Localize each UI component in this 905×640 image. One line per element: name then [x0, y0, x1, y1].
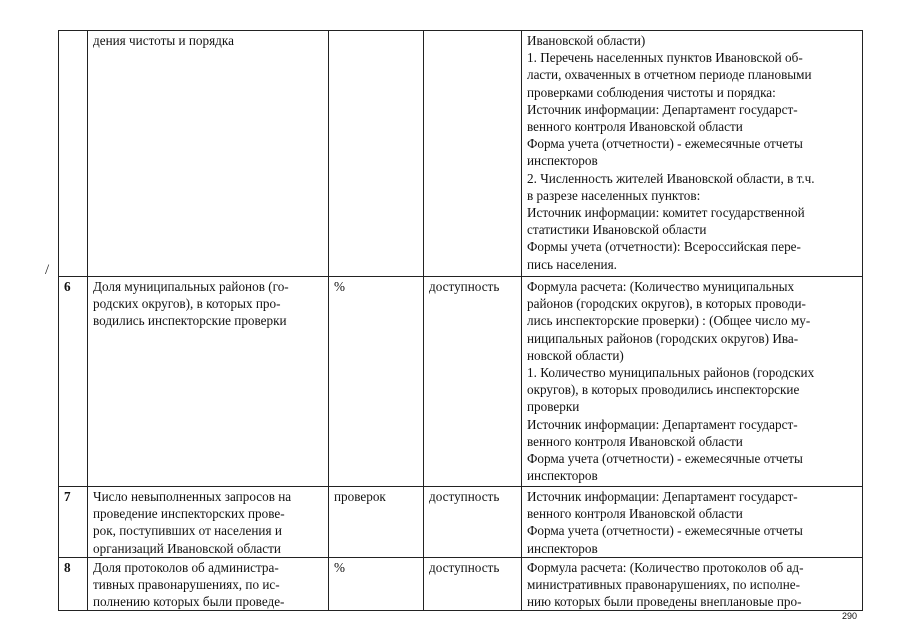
characteristic-cell: доступность — [424, 277, 522, 487]
row-number: 6 — [59, 277, 88, 487]
table-row — [59, 31, 863, 277]
unit-cell — [329, 31, 424, 277]
indicator-name: дения чистоты и порядка — [88, 31, 329, 277]
characteristic-cell: доступность — [424, 487, 522, 558]
unit-cell: проверок — [329, 487, 424, 558]
table-row — [59, 277, 863, 487]
unit-cell: % — [329, 277, 424, 487]
indicator-name: Доля муниципальных районов (го- родских округов), в которых про- водились инспекторские проверки — [88, 277, 329, 487]
method-cell: Источник информации: Департамент государст- венного контроля Ивановской области Форма учета (отчетности) - ежемесячные отчеты инспекторов — [522, 487, 863, 558]
characteristic-cell: доступность — [424, 557, 522, 611]
page-number: 290 — [842, 611, 858, 621]
row-number — [59, 31, 88, 277]
row-number: 8 — [59, 557, 88, 611]
table-row — [59, 557, 863, 611]
method-cell: Формула расчета: (Количество протоколов об ад- министративных правонарушениях, по исполне- нию которых были проведены внеплановые про- — [522, 557, 863, 611]
unit-cell: % — [329, 557, 424, 611]
characteristic-cell — [424, 31, 522, 277]
indicator-name: Число невыполненных запросов на проведение инспекторских прове- рок, поступивших от населения и организаций Ивановской области — [88, 487, 329, 558]
indicator-name: Доля протоколов об администра- тивных правонарушениях, по ис- полнению которых были проведе- — [88, 557, 329, 611]
table-row — [59, 487, 863, 558]
method-cell: Ивановской области) 1. Перечень населенных пунктов Ивановской об- ласти, охваченных в отчетном периоде плановыми проверками соблюдения чистоты и порядка: Источник информации: Департамент государст- венного контроля Ивановской области Форма учета (отчетности) - ежемесячные отчеты инспекторов 2. Численность жителей Ивановской области, в т.ч. в разрезе населенных пунктов: Источник информации: комитет государственной статистики Ивановской области Формы учета (отчетности): Всероссийская пере- пись населения. — [522, 31, 863, 277]
indicators-table — [58, 30, 863, 611]
method-cell: Формула расчета: (Количество муниципальных районов (городских округов), в которых проводи- лись инспекторские проверки) : (Общее число му- ниципальных районов (городских округов) Ива- новской области) 1. Количество муниципальных районов (городских округов), в которых проводились инспекторские проверки Источник информации: Департамент государст- венного контроля Ивановской области Форма учета (отчетности) - ежемесячные отчеты инспекторов — [522, 277, 863, 487]
handwritten-mark: / — [45, 262, 50, 278]
row-number: 7 — [59, 487, 88, 558]
